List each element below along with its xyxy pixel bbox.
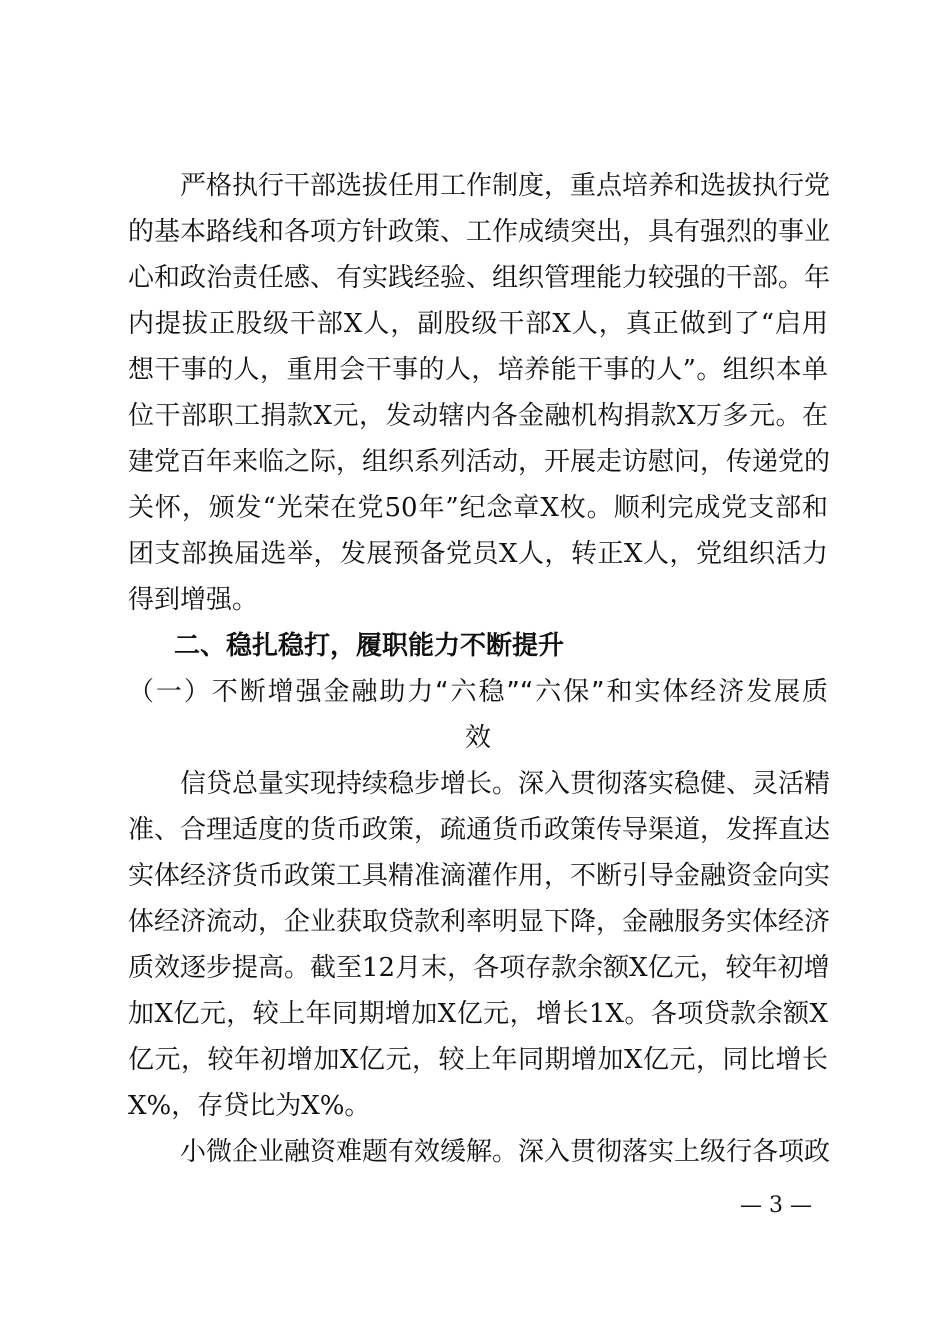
paragraph-line: 团支部换届选举，发展预备党员X人，转正X人，党组织活力 [128,539,828,569]
paragraph-line: 得到增强。 [128,585,259,615]
paragraph-line: 亿元，较年初增加X亿元，较上年同期增加X亿元，同比增长 [128,1045,828,1075]
page-number: — 3 — [740,1193,812,1218]
section-heading: 二、稳扎稳打，履职能力不断提升 [174,631,565,661]
paragraph-line: 建党百年来临之际，组织系列活动，开展走访慰问，传递党的 [128,447,831,477]
paragraph-line: 关怀，颁发“光荣在党50年”纪念章X枚。顺利完成党支部和 [128,493,828,523]
paragraph-line: 内提拔正股级干部X人，副股级干部X人，真正做到了“启用 [128,309,828,339]
paragraph-line: 严格执行干部选拔任用工作制度，重点培养和选拔执行党 [128,171,831,201]
paragraph-line: 质效逐步提高。截至12月末，各项存款余额X亿元，较年初增 [128,953,830,983]
paragraph-line: X%，存贷比为X%。 [128,1091,371,1121]
paragraph-line: 小微企业融资难题有效缓解。深入贯彻落实上级行各项政 [128,1137,831,1167]
paragraph-line: 想干事的人，重用会干事的人，培养能干事的人”。组织本单 [128,355,828,385]
paragraph-line: 加X亿元，较上年同期增加X亿元，增长1X。各项贷款余额X [128,999,828,1029]
paragraph-line: 体经济流动，企业获取贷款利率明显下降，金融服务实体经济 [128,907,831,937]
subsection-heading-continued: 效 [464,723,491,753]
paragraph-line: 心和政治责任感、有实践经验、组织管理能力较强的干部。年 [128,263,831,293]
paragraph-line: 实体经济货币政策工具精准滴灌作用，不断引导金融资金向实 [128,861,831,891]
paragraph-line: 位干部职工捐款X元，发动辖内各金融机构捐款X万多元。在 [128,401,828,431]
paragraph-line: 准、合理适度的货币政策，疏通货币政策传导渠道，发挥直达 [128,815,831,845]
paragraph-line: 信贷总量实现持续稳步增长。深入贯彻落实稳健、灵活精 [128,769,831,799]
paragraph-line: 的基本路线和各项方针政策、工作成绩突出，具有强烈的事业 [128,217,831,247]
subsection-heading: （一）不断增强金融助力“六稳”“六保”和实体经济发展质 [128,677,828,707]
